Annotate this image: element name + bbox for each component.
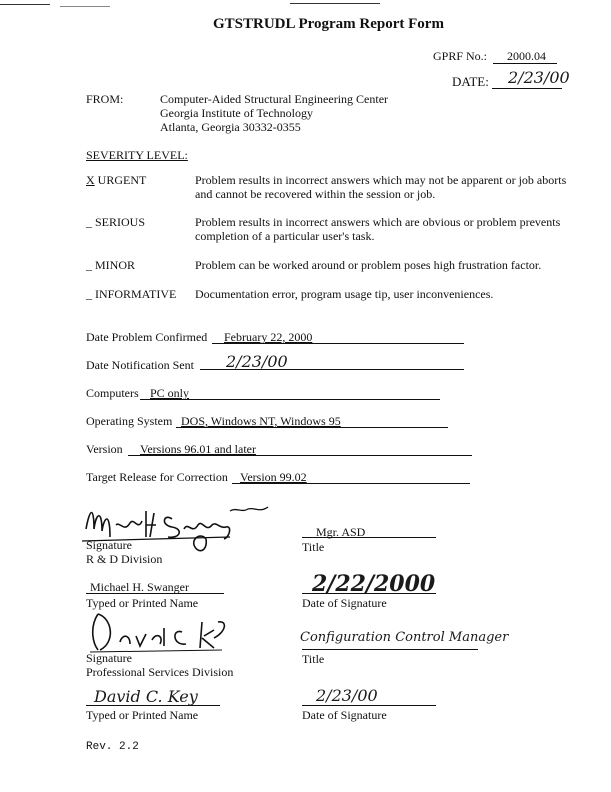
severity-mark: _	[86, 215, 92, 229]
signature-date-underline	[302, 705, 436, 706]
date-value-handwritten: 2/23/00	[508, 68, 570, 87]
field-value: DOS, Windows NT, Windows 95	[181, 414, 341, 428]
printed-name-underline	[86, 593, 224, 594]
field-value: February 22, 2000	[224, 330, 313, 344]
scan-artifact-line	[0, 4, 50, 5]
severity-urgent	[86, 173, 146, 187]
printed-name-value: Michael H. Swanger	[90, 580, 189, 594]
gprf-underline	[493, 63, 557, 64]
title-label: Title	[302, 540, 325, 554]
field-label: Target Release for Correction	[86, 470, 228, 484]
field-label: Date Problem Confirmed	[86, 330, 208, 344]
title-label: Title	[302, 652, 325, 666]
field-underline	[128, 455, 472, 456]
severity-mark: X	[86, 173, 95, 187]
severity-informative	[86, 287, 176, 301]
from-label: FROM:	[86, 92, 124, 106]
field-underline	[176, 427, 448, 428]
severity-label: MINOR	[95, 258, 136, 272]
signature-date-handwritten: 2/22/2000	[312, 571, 436, 597]
printed-name-label: Typed or Printed Name	[86, 708, 199, 722]
severity-mark: _	[86, 258, 92, 272]
severity-label: URGENT	[97, 173, 147, 187]
signature-label: Signature	[86, 651, 132, 665]
severity-heading: SEVERITY LEVEL:	[86, 148, 188, 162]
severity-desc: Problem can be worked around or problem poses high frustration factor.	[195, 258, 542, 272]
title-underline	[302, 537, 436, 538]
title-value-handwritten: Configuration Control Manager	[300, 630, 509, 645]
severity-desc: completion of a particular user's task.	[195, 229, 375, 243]
revision-label: Rev. 2.2	[86, 741, 139, 753]
handwritten-signature-key	[86, 608, 236, 656]
printed-name-handwritten: David C. Key	[94, 687, 198, 706]
field-underline	[140, 399, 440, 400]
severity-desc: and cannot be recovered within the session or job.	[195, 187, 436, 201]
printed-name-label: Typed or Printed Name	[86, 596, 199, 610]
division-label: Professional Services Division	[86, 665, 234, 679]
signature-label: Signature	[86, 538, 132, 552]
field-label: Computers	[86, 386, 139, 400]
field-label: Operating System	[86, 414, 173, 428]
field-label: Version	[86, 442, 123, 456]
scan-artifact-line	[290, 3, 380, 4]
field-value: Versions 96.01 and later	[140, 442, 256, 456]
severity-minor	[86, 258, 135, 272]
from-line: Computer-Aided Structural Engineering Center	[160, 92, 389, 106]
signature-date-label: Date of Signature	[302, 596, 387, 610]
printed-name-underline	[86, 705, 220, 706]
from-line: Georgia Institute of Technology	[160, 106, 314, 120]
scan-artifact-line	[60, 6, 110, 7]
date-label: DATE:	[452, 74, 489, 89]
page-title: GTSTRUDL Program Report Form	[213, 16, 444, 32]
from-line: Atlanta, Georgia 30332-0355	[160, 120, 301, 134]
gprf-label: GPRF No.:	[433, 49, 488, 63]
title-underline	[302, 649, 478, 650]
field-underline	[212, 343, 464, 344]
severity-label: INFORMATIVE	[95, 287, 177, 301]
field-label: Date Notification Sent	[86, 358, 194, 372]
field-value: Version 99.02	[240, 470, 307, 484]
severity-serious	[86, 215, 145, 229]
severity-desc: Documentation error, program usage tip, user inconveniences.	[195, 287, 494, 301]
division-label: R & D Division	[86, 552, 163, 566]
signature-date-handwritten: 2/23/00	[316, 686, 378, 705]
severity-desc: Problem results in incorrect answers which may not be apparent or job aborts	[195, 173, 567, 187]
title-value: Mgr. ASD	[316, 525, 366, 539]
field-value-handwritten: 2/23/00	[226, 352, 288, 371]
severity-mark: _	[86, 287, 92, 301]
signature-date-underline	[302, 593, 436, 594]
signature-date-label: Date of Signature	[302, 708, 387, 722]
field-underline	[232, 483, 470, 484]
field-value: PC only	[150, 386, 190, 400]
date-underline	[492, 88, 562, 89]
field-underline	[200, 369, 464, 370]
severity-label: SERIOUS	[95, 215, 146, 229]
gprf-value: 2000.04	[507, 49, 546, 63]
severity-desc: Problem results in incorrect answers which are obvious or problem prevents	[195, 215, 561, 229]
